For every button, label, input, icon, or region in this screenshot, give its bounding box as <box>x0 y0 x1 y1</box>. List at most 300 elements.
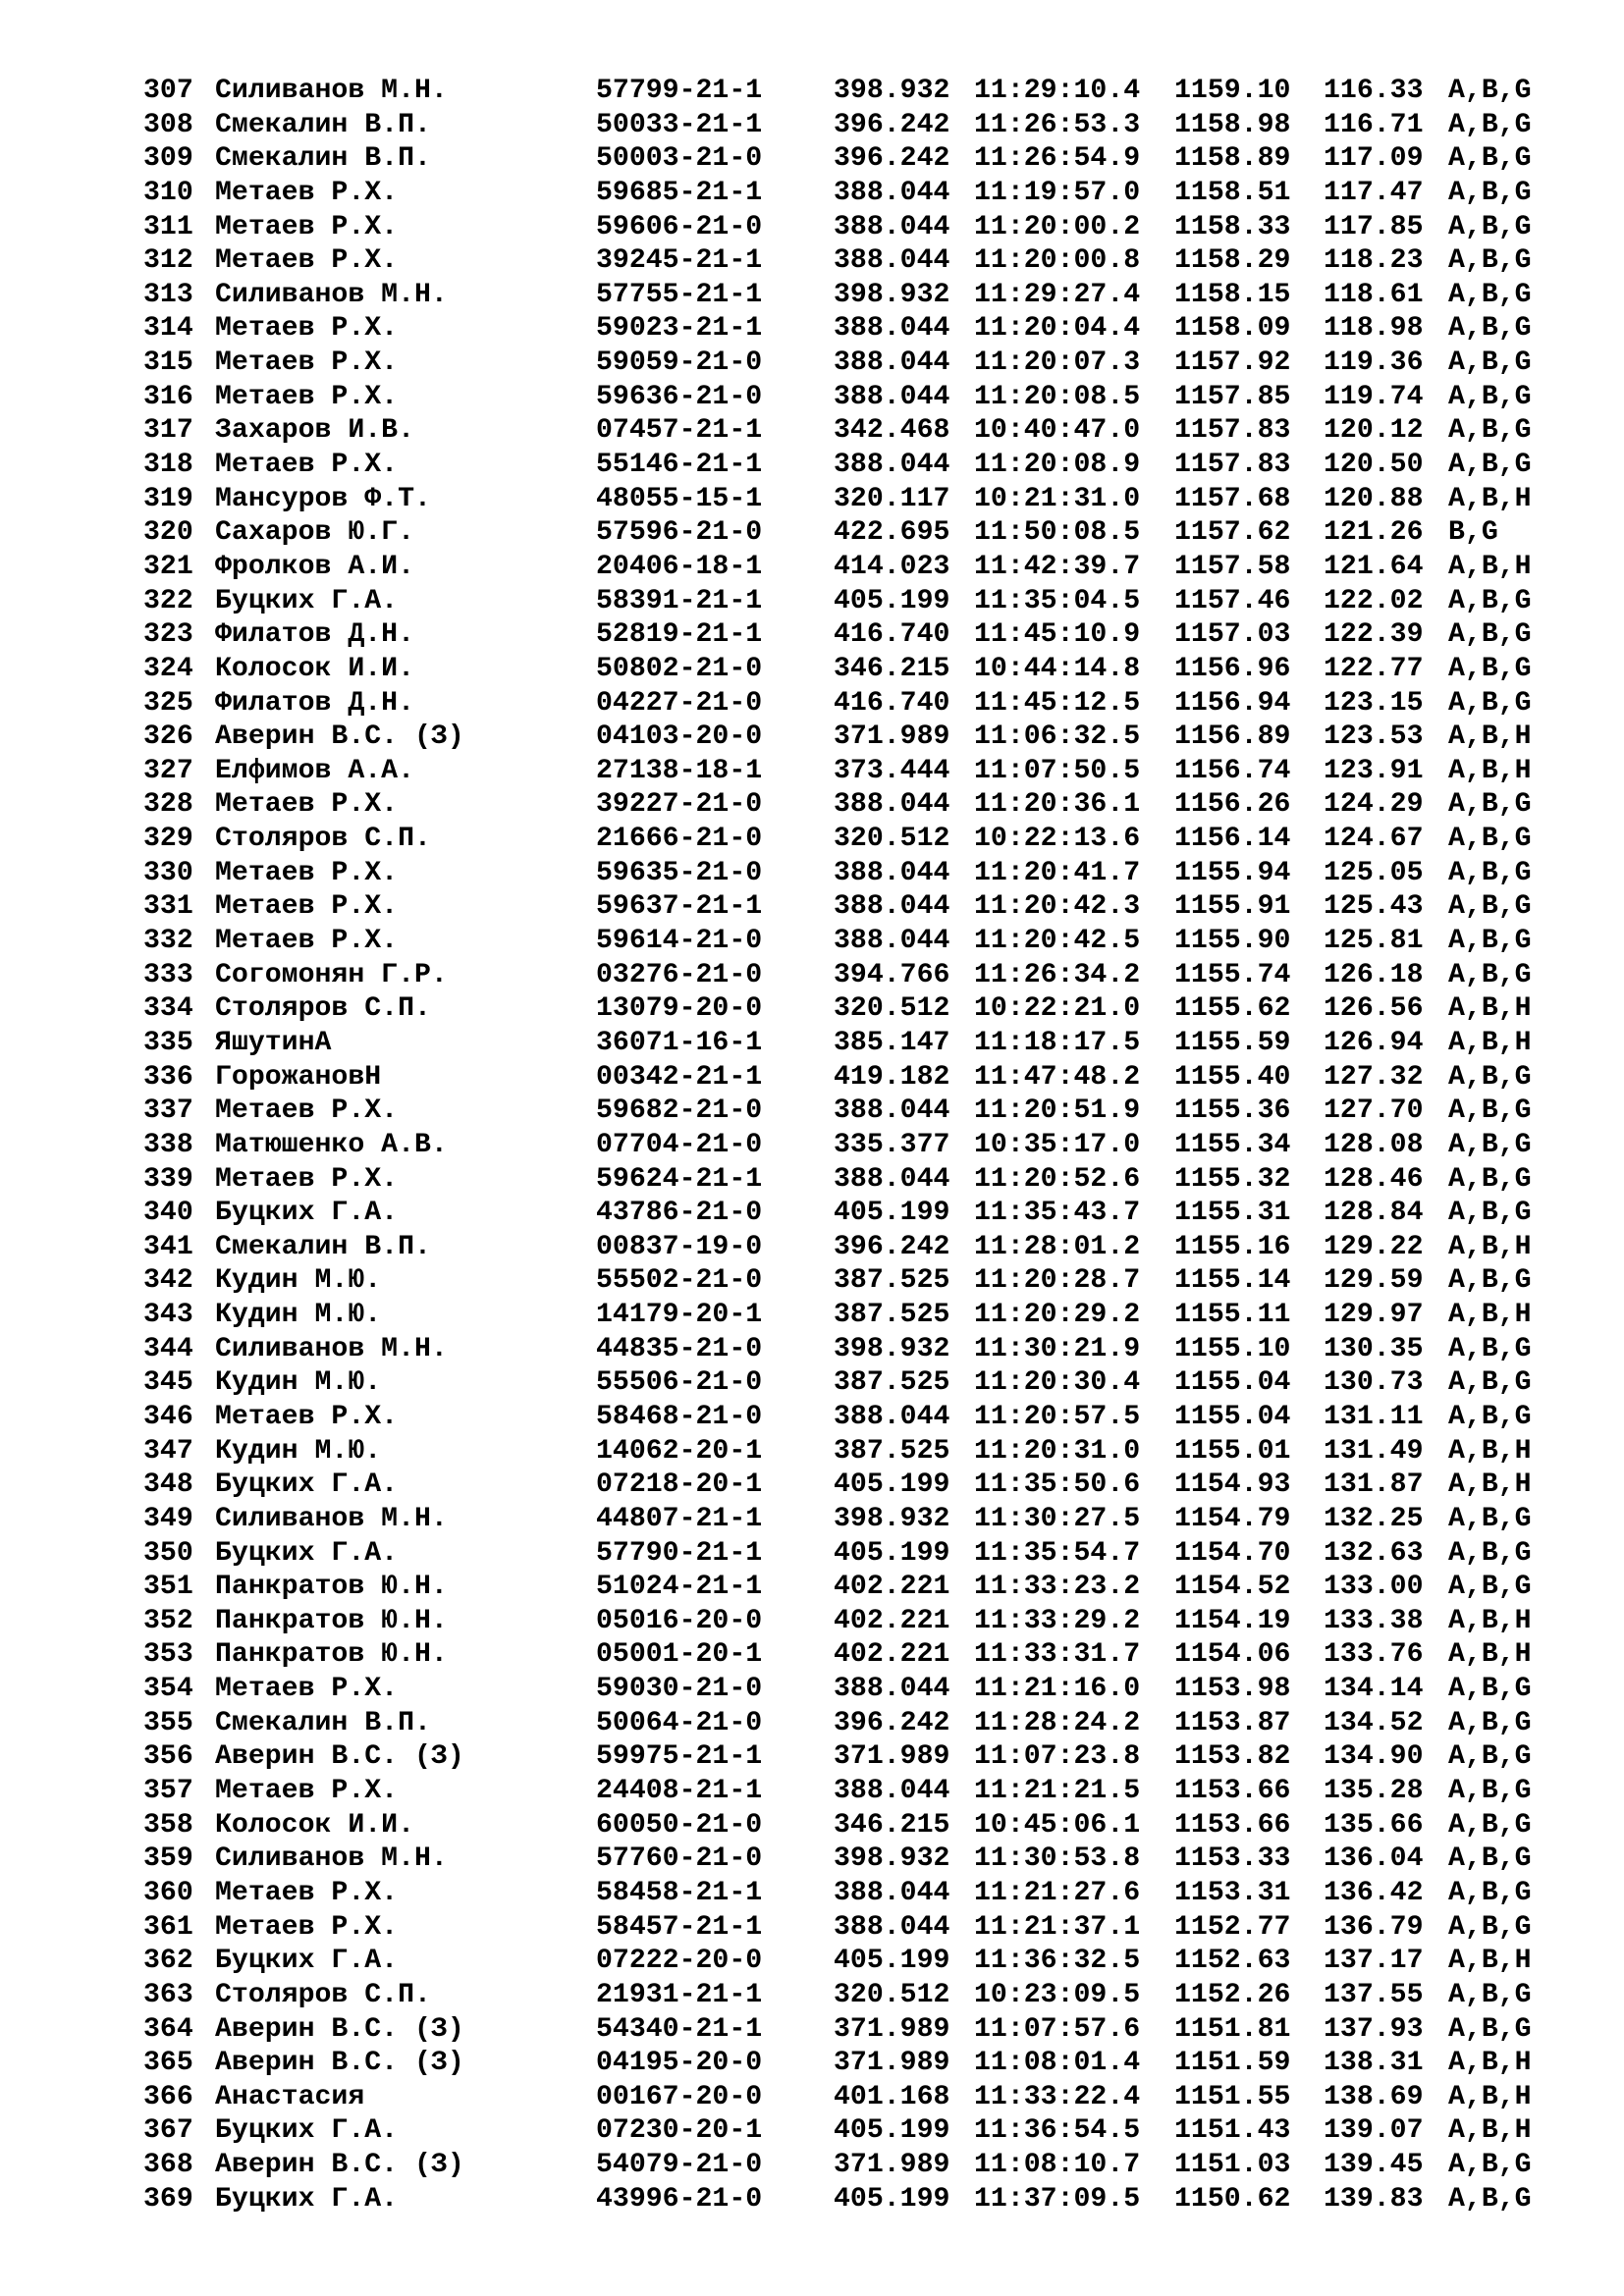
ring-number-cell: 00342-21-1 <box>596 1061 763 1093</box>
fancier-name-cell: Согомонян Г.Р. <box>215 959 448 990</box>
category-cell: A,B,G <box>1448 2183 1532 2215</box>
ring-number-cell: 58468-21-0 <box>596 1401 763 1432</box>
distance-cell: 387.525 <box>834 1367 950 1399</box>
fancier-name-cell: Метаев Р.Х. <box>215 450 399 481</box>
coefficient-cell: 139.83 <box>1324 2183 1424 2215</box>
place-cell: 356 <box>143 1741 193 1773</box>
table-row <box>143 1503 1557 1537</box>
fancier-name-cell: Метаев Р.Х. <box>215 1401 399 1432</box>
ring-number-cell: 24408-21-1 <box>596 1776 763 1807</box>
place-cell: 332 <box>143 926 193 957</box>
coefficient-cell: 139.45 <box>1324 2150 1424 2181</box>
fancier-name-cell: Смекалин В.П. <box>215 1707 431 1738</box>
table-row <box>143 1877 1557 1911</box>
arrival-time-cell: 11:26:54.9 <box>974 143 1141 175</box>
speed-cell: 1157.68 <box>1174 483 1291 514</box>
coefficient-cell: 125.81 <box>1324 926 1424 957</box>
speed-cell: 1153.66 <box>1174 1776 1291 1807</box>
ring-number-cell: 39245-21-1 <box>596 245 763 277</box>
distance-cell: 388.044 <box>834 211 950 242</box>
table-row <box>143 1775 1557 1809</box>
category-cell: A,B,G <box>1448 653 1532 684</box>
category-cell: A,B,G <box>1448 926 1532 957</box>
coefficient-cell: 128.84 <box>1324 1198 1424 1229</box>
coefficient-cell: 124.29 <box>1324 789 1424 821</box>
ring-number-cell: 57799-21-1 <box>596 76 763 106</box>
ring-number-cell: 21666-21-0 <box>596 824 763 855</box>
coefficient-cell: 123.53 <box>1324 721 1424 753</box>
category-cell: A,B,G <box>1448 585 1532 616</box>
distance-cell: 388.044 <box>834 1877 950 1908</box>
category-cell: A,B,H <box>1448 551 1532 582</box>
arrival-time-cell: 11:35:04.5 <box>974 585 1141 616</box>
table-row <box>143 2047 1557 2081</box>
speed-cell: 1156.26 <box>1174 789 1291 821</box>
place-cell: 367 <box>143 2115 193 2147</box>
ring-number-cell: 59023-21-1 <box>596 313 763 345</box>
fancier-name-cell: Кудин М.Ю. <box>215 1367 382 1399</box>
arrival-time-cell: 11:28:01.2 <box>974 1231 1141 1262</box>
distance-cell: 405.199 <box>834 1198 950 1229</box>
table-row <box>143 2081 1557 2115</box>
category-cell: A,B,H <box>1448 721 1532 753</box>
ring-number-cell: 51024-21-1 <box>596 1572 763 1603</box>
ring-number-cell: 44835-21-0 <box>596 1333 763 1364</box>
fancier-name-cell: Буцких Г.А. <box>215 1946 399 1977</box>
place-cell: 330 <box>143 857 193 888</box>
ring-number-cell: 39227-21-0 <box>596 789 763 821</box>
fancier-name-cell: Филатов Д.Н. <box>215 619 414 651</box>
fancier-name-cell: Силиванов М.Н. <box>215 279 448 310</box>
arrival-time-cell: 11:21:21.5 <box>974 1776 1141 1807</box>
coefficient-cell: 129.59 <box>1324 1265 1424 1297</box>
fancier-name-cell: Панкратов Ю.Н. <box>215 1572 448 1603</box>
ring-number-cell: 54079-21-0 <box>596 2150 763 2181</box>
category-cell: A,B,G <box>1448 2013 1532 2045</box>
coefficient-cell: 132.25 <box>1324 1503 1424 1534</box>
arrival-time-cell: 11:20:41.7 <box>974 857 1141 888</box>
ring-number-cell: 00167-20-0 <box>596 2081 763 2112</box>
speed-cell: 1159.10 <box>1174 76 1291 106</box>
speed-cell: 1157.85 <box>1174 381 1291 412</box>
arrival-time-cell: 11:42:39.7 <box>974 551 1141 582</box>
speed-cell: 1153.98 <box>1174 1674 1291 1705</box>
arrival-time-cell: 11:45:10.9 <box>974 619 1141 651</box>
table-row <box>143 211 1557 245</box>
speed-cell: 1152.63 <box>1174 1946 1291 1977</box>
place-cell: 314 <box>143 313 193 345</box>
ring-number-cell: 14062-20-1 <box>596 1435 763 1467</box>
category-cell: A,B,G <box>1448 1537 1532 1569</box>
category-cell: A,B,G <box>1448 1333 1532 1364</box>
category-cell: A,B,G <box>1448 415 1532 447</box>
distance-cell: 419.182 <box>834 1061 950 1093</box>
ring-number-cell: 50003-21-0 <box>596 143 763 175</box>
distance-cell: 388.044 <box>834 177 950 208</box>
category-cell: A,B,H <box>1448 1605 1532 1636</box>
place-cell: 341 <box>143 1231 193 1262</box>
distance-cell: 401.168 <box>834 2081 950 2112</box>
coefficient-cell: 118.23 <box>1324 245 1424 277</box>
place-cell: 357 <box>143 1776 193 1807</box>
distance-cell: 402.221 <box>834 1605 950 1636</box>
arrival-time-cell: 11:29:10.4 <box>974 76 1141 106</box>
ring-number-cell: 55502-21-0 <box>596 1265 763 1297</box>
distance-cell: 405.199 <box>834 1469 950 1501</box>
table-row <box>143 312 1557 347</box>
place-cell: 363 <box>143 1979 193 2010</box>
fancier-name-cell: Аверин В.С. (З) <box>215 2150 464 2181</box>
ring-number-cell: 43996-21-0 <box>596 2183 763 2215</box>
category-cell: A,B,G <box>1448 891 1532 923</box>
table-row <box>143 1842 1557 1877</box>
category-cell: A,B,H <box>1448 1435 1532 1467</box>
speed-cell: 1152.26 <box>1174 1979 1291 2010</box>
category-cell: A,B,G <box>1448 1741 1532 1773</box>
category-cell: A,B,G <box>1448 1674 1532 1705</box>
coefficient-cell: 121.26 <box>1324 517 1424 549</box>
place-cell: 342 <box>143 1265 193 1297</box>
ring-number-cell: 54340-21-1 <box>596 2013 763 2045</box>
fancier-name-cell: Кудин М.Ю. <box>215 1300 382 1331</box>
speed-cell: 1151.43 <box>1174 2115 1291 2147</box>
table-row <box>143 1333 1557 1367</box>
fancier-name-cell: Елфимов А.А. <box>215 755 414 786</box>
coefficient-cell: 136.42 <box>1324 1877 1424 1908</box>
table-row <box>143 959 1557 993</box>
fancier-name-cell: Метаев Р.Х. <box>215 211 399 242</box>
ring-number-cell: 59637-21-1 <box>596 891 763 923</box>
arrival-time-cell: 11:20:36.1 <box>974 789 1141 821</box>
speed-cell: 1153.31 <box>1174 1877 1291 1908</box>
distance-cell: 398.932 <box>834 1333 950 1364</box>
table-row <box>143 1809 1557 1843</box>
category-cell: A,B,G <box>1448 687 1532 719</box>
ring-number-cell: 57760-21-0 <box>596 1843 763 1875</box>
fancier-name-cell: Кудин М.Ю. <box>215 1265 382 1297</box>
place-cell: 334 <box>143 993 193 1025</box>
table-row <box>143 1299 1557 1333</box>
place-cell: 325 <box>143 687 193 719</box>
distance-cell: 388.044 <box>834 313 950 345</box>
arrival-time-cell: 10:44:14.8 <box>974 653 1141 684</box>
place-cell: 336 <box>143 1061 193 1093</box>
speed-cell: 1155.40 <box>1174 1061 1291 1093</box>
ring-number-cell: 36071-16-1 <box>596 1027 763 1058</box>
fancier-name-cell: Буцких Г.А. <box>215 2183 399 2215</box>
category-cell: A,B,G <box>1448 109 1532 140</box>
distance-cell: 405.199 <box>834 585 950 616</box>
arrival-time-cell: 11:36:54.5 <box>974 2115 1141 2147</box>
arrival-time-cell: 11:33:22.4 <box>974 2081 1141 2112</box>
place-cell: 317 <box>143 415 193 447</box>
table-row <box>143 1061 1557 1095</box>
place-cell: 324 <box>143 653 193 684</box>
coefficient-cell: 125.05 <box>1324 857 1424 888</box>
place-cell: 369 <box>143 2183 193 2215</box>
arrival-time-cell: 11:20:00.2 <box>974 211 1141 242</box>
table-row <box>143 1129 1557 1163</box>
speed-cell: 1157.58 <box>1174 551 1291 582</box>
speed-cell: 1158.51 <box>1174 177 1291 208</box>
fancier-name-cell: Смекалин В.П. <box>215 143 431 175</box>
speed-cell: 1156.96 <box>1174 653 1291 684</box>
table-row <box>143 1366 1557 1401</box>
coefficient-cell: 116.33 <box>1324 76 1424 106</box>
distance-cell: 388.044 <box>834 1095 950 1127</box>
place-cell: 321 <box>143 551 193 582</box>
table-row <box>143 687 1557 721</box>
fancier-name-cell: Метаев Р.Х. <box>215 926 399 957</box>
fancier-name-cell: Захаров И.В. <box>215 415 414 447</box>
fancier-name-cell: Аверин В.С. (З) <box>215 1741 464 1773</box>
distance-cell: 388.044 <box>834 1776 950 1807</box>
ring-number-cell: 55506-21-0 <box>596 1367 763 1399</box>
coefficient-cell: 133.00 <box>1324 1572 1424 1603</box>
distance-cell: 396.242 <box>834 1707 950 1738</box>
table-row <box>143 381 1557 415</box>
fancier-name-cell: ГорожановН <box>215 1061 382 1093</box>
fancier-name-cell: Метаев Р.Х. <box>215 313 399 345</box>
speed-cell: 1157.83 <box>1174 415 1291 447</box>
category-cell: A,B,G <box>1448 177 1532 208</box>
distance-cell: 398.932 <box>834 1503 950 1534</box>
category-cell: A,B,G <box>1448 1367 1532 1399</box>
fancier-name-cell: Силиванов М.Н. <box>215 1503 448 1534</box>
distance-cell: 405.199 <box>834 2183 950 2215</box>
place-cell: 347 <box>143 1435 193 1467</box>
speed-cell: 1152.77 <box>1174 1911 1291 1943</box>
speed-cell: 1151.59 <box>1174 2048 1291 2079</box>
arrival-time-cell: 11:20:42.3 <box>974 891 1141 923</box>
distance-cell: 371.989 <box>834 2048 950 2079</box>
arrival-time-cell: 11:07:57.6 <box>974 2013 1141 2045</box>
distance-cell: 371.989 <box>834 1741 950 1773</box>
arrival-time-cell: 11:26:53.3 <box>974 109 1141 140</box>
table-row <box>143 1197 1557 1231</box>
ring-number-cell: 50064-21-0 <box>596 1707 763 1738</box>
category-cell: A,B,G <box>1448 1877 1532 1908</box>
table-row <box>143 890 1557 925</box>
speed-cell: 1155.32 <box>1174 1163 1291 1195</box>
arrival-time-cell: 10:40:47.0 <box>974 415 1141 447</box>
category-cell: A,B,G <box>1448 789 1532 821</box>
arrival-time-cell: 11:07:23.8 <box>974 1741 1141 1773</box>
place-cell: 348 <box>143 1469 193 1501</box>
coefficient-cell: 126.94 <box>1324 1027 1424 1058</box>
fancier-name-cell: Метаев Р.Х. <box>215 891 399 923</box>
category-cell: A,B,G <box>1448 1707 1532 1738</box>
ring-number-cell: 59636-21-0 <box>596 381 763 412</box>
category-cell: A,B,G <box>1448 959 1532 990</box>
arrival-time-cell: 11:20:57.5 <box>974 1401 1141 1432</box>
distance-cell: 402.221 <box>834 1572 950 1603</box>
speed-cell: 1155.90 <box>1174 926 1291 957</box>
category-cell: A,B,G <box>1448 1503 1532 1534</box>
place-cell: 315 <box>143 347 193 379</box>
speed-cell: 1155.62 <box>1174 993 1291 1025</box>
place-cell: 354 <box>143 1674 193 1705</box>
arrival-time-cell: 11:47:48.2 <box>974 1061 1141 1093</box>
distance-cell: 388.044 <box>834 450 950 481</box>
coefficient-cell: 117.47 <box>1324 177 1424 208</box>
table-row <box>143 2149 1557 2183</box>
place-cell: 335 <box>143 1027 193 1058</box>
place-cell: 327 <box>143 755 193 786</box>
fancier-name-cell: Метаев Р.Х. <box>215 177 399 208</box>
arrival-time-cell: 11:20:00.8 <box>974 245 1141 277</box>
speed-cell: 1155.91 <box>1174 891 1291 923</box>
fancier-name-cell: Смекалин В.П. <box>215 109 431 140</box>
table-row <box>143 177 1557 211</box>
place-cell: 355 <box>143 1707 193 1738</box>
place-cell: 361 <box>143 1911 193 1943</box>
ring-number-cell: 48055-15-1 <box>596 483 763 514</box>
category-cell: A,B,G <box>1448 619 1532 651</box>
ring-number-cell: 58457-21-1 <box>596 1911 763 1943</box>
category-cell: A,B,G <box>1448 1265 1532 1297</box>
arrival-time-cell: 11:20:42.5 <box>974 926 1141 957</box>
fancier-name-cell: Буцких Г.А. <box>215 585 399 616</box>
arrival-time-cell: 11:35:50.6 <box>974 1469 1141 1501</box>
arrival-time-cell: 11:20:28.7 <box>974 1265 1141 1297</box>
fancier-name-cell: Метаев Р.Х. <box>215 381 399 412</box>
coefficient-cell: 138.31 <box>1324 2048 1424 2079</box>
speed-cell: 1155.31 <box>1174 1198 1291 1229</box>
distance-cell: 335.377 <box>834 1129 950 1160</box>
fancier-name-cell: Буцких Г.А. <box>215 1537 399 1569</box>
distance-cell: 371.989 <box>834 721 950 753</box>
coefficient-cell: 137.55 <box>1324 1979 1424 2010</box>
coefficient-cell: 120.12 <box>1324 415 1424 447</box>
category-cell: A,B,G <box>1448 347 1532 379</box>
category-cell: A,B,H <box>1448 993 1532 1025</box>
arrival-time-cell: 10:35:17.0 <box>974 1129 1141 1160</box>
coefficient-cell: 120.88 <box>1324 483 1424 514</box>
fancier-name-cell: Силиванов М.Н. <box>215 1333 448 1364</box>
table-row <box>143 1979 1557 2013</box>
speed-cell: 1153.87 <box>1174 1707 1291 1738</box>
arrival-time-cell: 11:07:50.5 <box>974 755 1141 786</box>
table-row <box>143 653 1557 687</box>
distance-cell: 387.525 <box>834 1435 950 1467</box>
category-cell: A,B,G <box>1448 857 1532 888</box>
ring-number-cell: 13079-20-0 <box>596 993 763 1025</box>
ring-number-cell: 04195-20-0 <box>596 2048 763 2079</box>
table-row <box>143 1468 1557 1503</box>
speed-cell: 1158.15 <box>1174 279 1291 310</box>
fancier-name-cell: Смекалин В.П. <box>215 1231 431 1262</box>
speed-cell: 1153.33 <box>1174 1843 1291 1875</box>
fancier-name-cell: Силиванов М.Н. <box>215 1843 448 1875</box>
distance-cell: 320.512 <box>834 824 950 855</box>
coefficient-cell: 117.09 <box>1324 143 1424 175</box>
arrival-time-cell: 11:21:16.0 <box>974 1674 1141 1705</box>
fancier-name-cell: Буцких Г.А. <box>215 1198 399 1229</box>
category-cell: A,B,G <box>1448 824 1532 855</box>
category-cell: A,B,G <box>1448 450 1532 481</box>
place-cell: 353 <box>143 1639 193 1671</box>
distance-cell: 371.989 <box>834 2150 950 2181</box>
arrival-time-cell: 11:36:32.5 <box>974 1946 1141 1977</box>
arrival-time-cell: 10:22:21.0 <box>974 993 1141 1025</box>
fancier-name-cell: Сахаров Ю.Г. <box>215 517 414 549</box>
arrival-time-cell: 11:19:57.0 <box>974 177 1141 208</box>
distance-cell: 388.044 <box>834 926 950 957</box>
table-row <box>143 1673 1557 1707</box>
table-row <box>143 1571 1557 1605</box>
coefficient-cell: 128.08 <box>1324 1129 1424 1160</box>
table-row <box>143 925 1557 959</box>
coefficient-cell: 134.90 <box>1324 1741 1424 1773</box>
ring-number-cell: 59682-21-0 <box>596 1095 763 1127</box>
arrival-time-cell: 11:35:43.7 <box>974 1198 1141 1229</box>
coefficient-cell: 117.85 <box>1324 211 1424 242</box>
fancier-name-cell: Метаев Р.Х. <box>215 1911 399 1943</box>
distance-cell: 396.242 <box>834 109 950 140</box>
ring-number-cell: 07704-21-0 <box>596 1129 763 1160</box>
distance-cell: 398.932 <box>834 76 950 106</box>
place-cell: 352 <box>143 1605 193 1636</box>
table-row <box>143 1264 1557 1299</box>
category-cell: A,B,G <box>1448 1061 1532 1093</box>
speed-cell: 1157.92 <box>1174 347 1291 379</box>
fancier-name-cell: Метаев Р.Х. <box>215 1776 399 1807</box>
place-cell: 313 <box>143 279 193 310</box>
category-cell: A,B,G <box>1448 381 1532 412</box>
speed-cell: 1155.04 <box>1174 1401 1291 1432</box>
speed-cell: 1158.29 <box>1174 245 1291 277</box>
distance-cell: 346.215 <box>834 653 950 684</box>
table-row <box>143 516 1557 551</box>
distance-cell: 388.044 <box>834 245 950 277</box>
speed-cell: 1151.03 <box>1174 2150 1291 2181</box>
place-cell: 340 <box>143 1198 193 1229</box>
place-cell: 359 <box>143 1843 193 1875</box>
coefficient-cell: 136.04 <box>1324 1843 1424 1875</box>
fancier-name-cell: Панкратов Ю.Н. <box>215 1639 448 1671</box>
ring-number-cell: 59606-21-0 <box>596 211 763 242</box>
fancier-name-cell: Панкратов Ю.Н. <box>215 1605 448 1636</box>
coefficient-cell: 126.18 <box>1324 959 1424 990</box>
category-cell: A,B,H <box>1448 1469 1532 1501</box>
fancier-name-cell: Буцких Г.А. <box>215 2115 399 2147</box>
distance-cell: 416.740 <box>834 619 950 651</box>
table-row <box>143 142 1557 177</box>
distance-cell: 320.512 <box>834 1979 950 2010</box>
distance-cell: 388.044 <box>834 381 950 412</box>
fancier-name-cell: Филатов Д.Н. <box>215 687 414 719</box>
category-cell: A,B,G <box>1448 1198 1532 1229</box>
coefficient-cell: 129.97 <box>1324 1300 1424 1331</box>
place-cell: 333 <box>143 959 193 990</box>
category-cell: A,B,G <box>1448 1776 1532 1807</box>
arrival-time-cell: 11:37:09.5 <box>974 2183 1141 2215</box>
category-cell: A,B,H <box>1448 2115 1532 2147</box>
fancier-name-cell: Метаев Р.Х. <box>215 245 399 277</box>
coefficient-cell: 137.17 <box>1324 1946 1424 1977</box>
category-cell: A,B,G <box>1448 143 1532 175</box>
place-cell: 323 <box>143 619 193 651</box>
speed-cell: 1157.83 <box>1174 450 1291 481</box>
distance-cell: 394.766 <box>834 959 950 990</box>
fancier-name-cell: Матюшенко А.В. <box>215 1129 448 1160</box>
table-row <box>143 721 1557 755</box>
fancier-name-cell: Колосок И.И. <box>215 653 414 684</box>
table-row <box>143 1163 1557 1198</box>
place-cell: 319 <box>143 483 193 514</box>
category-cell: A,B,G <box>1448 1979 1532 2010</box>
